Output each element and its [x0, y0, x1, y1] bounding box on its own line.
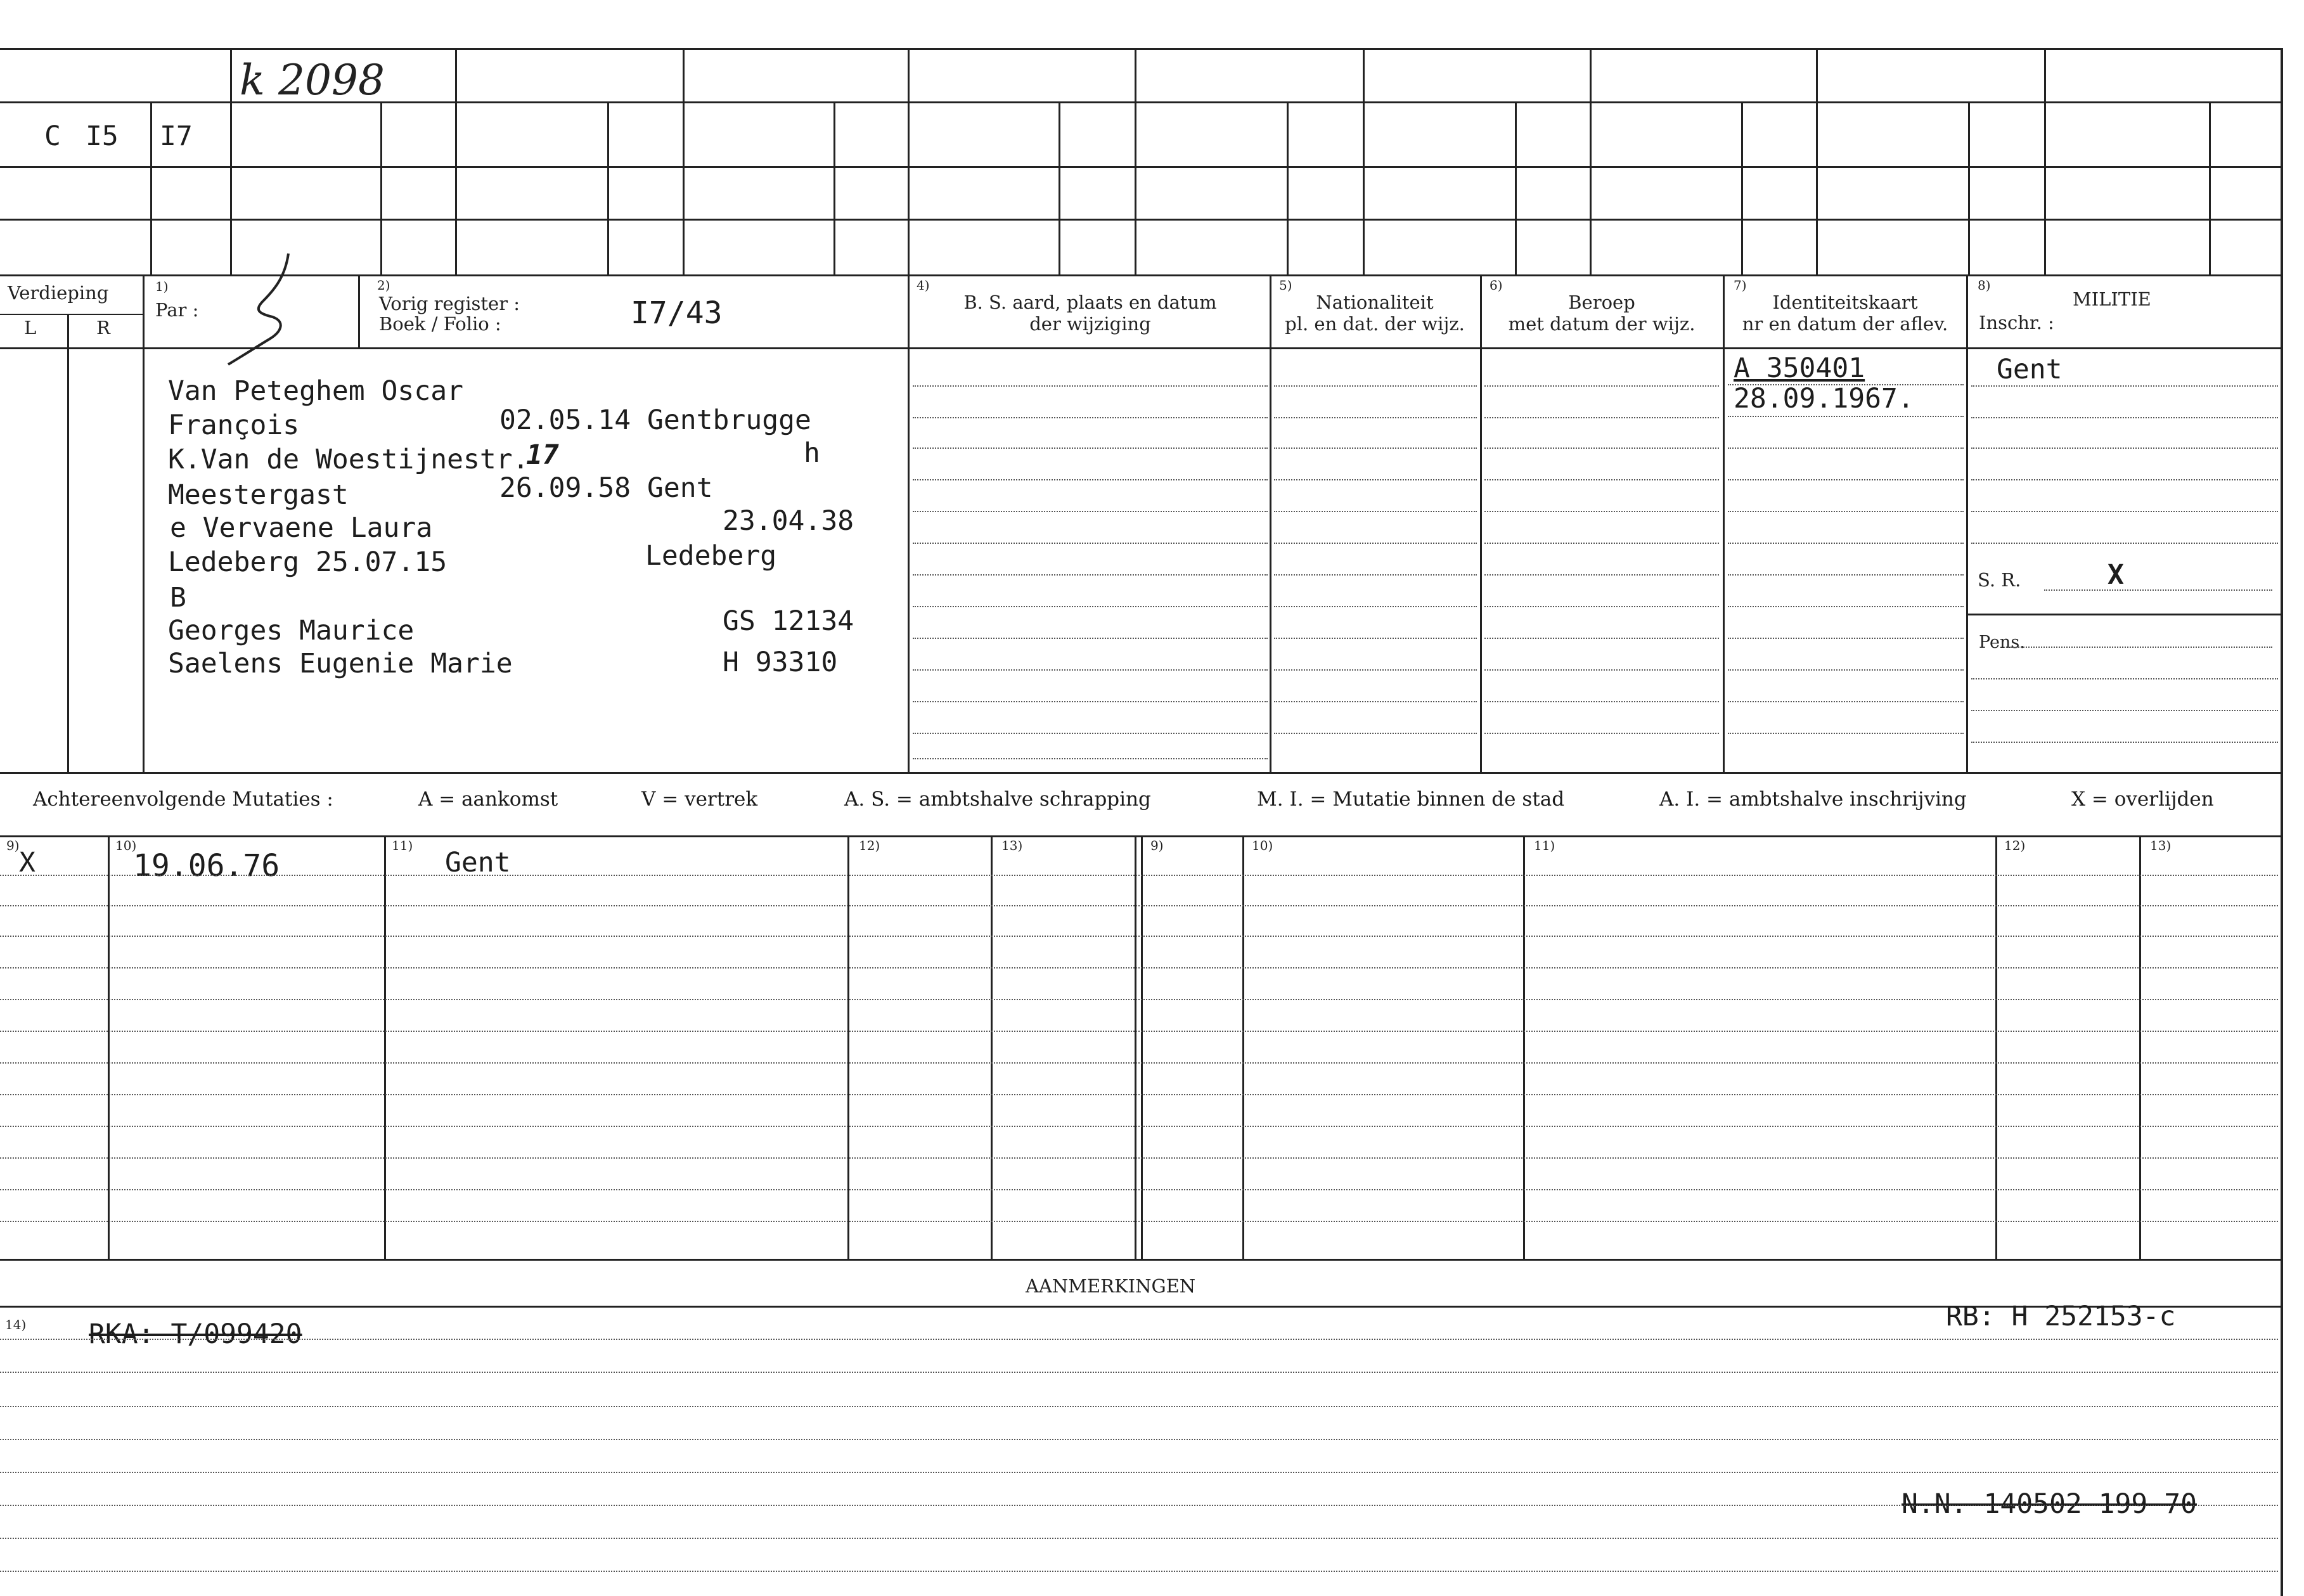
col-r-label: R — [96, 317, 110, 338]
col9-label: 9) — [6, 838, 20, 853]
person-line-6b: Ledeberg — [645, 540, 777, 572]
person-line-1: Van Peteghem Oscar — [168, 375, 463, 407]
col13-label: 13) — [1001, 838, 1023, 853]
par-scribble — [225, 250, 314, 371]
col12b-label: 12) — [2004, 838, 2026, 853]
verdieping-label: Verdieping — [8, 282, 109, 304]
legend-x: X = overlijden — [2071, 788, 2214, 811]
code-i7: I7 — [160, 120, 193, 152]
person-line-4b: 26.09.58 Gent — [499, 472, 713, 504]
militie-number: 8) — [1978, 278, 1991, 293]
beroep-number: 6) — [1490, 278, 1503, 293]
col10b-label: 10) — [1252, 838, 1273, 853]
person-line-2a: François — [168, 409, 300, 441]
remarks-rka: RKA: T/099420 — [89, 1318, 302, 1350]
pens-label: Pens. — [1979, 633, 2025, 652]
person-line-8a: Georges Maurice — [168, 615, 415, 647]
person-line-7: B — [170, 582, 186, 614]
beroep-label-2: met datum der wijz. — [1508, 313, 1696, 335]
person-line-5b: 23.04.38 — [723, 505, 854, 537]
id-card-date: 28.09.1967. — [1734, 383, 1914, 415]
col9b-label: 9) — [1150, 838, 1164, 853]
vorig-value: I7/43 — [631, 295, 723, 331]
boek-folio-label: Boek / Folio : — [379, 313, 501, 335]
col-l-label: L — [24, 317, 37, 338]
remarks-number: 14) — [5, 1317, 27, 1332]
col13b-label: 13) — [2150, 838, 2172, 853]
col10-label: 10) — [115, 838, 137, 853]
person-line-8b: GS 12134 — [723, 605, 854, 637]
vorig-label: Vorig register : — [379, 293, 520, 314]
mutation-row1-type: X — [19, 847, 35, 878]
handwritten-card-number: k 2098 — [240, 56, 385, 105]
vorig-number: 2) — [377, 278, 390, 293]
person-line-4a: Meestergast — [168, 479, 349, 511]
code-c: C — [44, 120, 61, 152]
person-line-9b: H 93310 — [723, 647, 838, 678]
par-label: Par : — [155, 299, 199, 321]
remarks-nn: N.N. 140502 199 70 — [1902, 1488, 2197, 1520]
col12-label: 12) — [859, 838, 880, 853]
sr-value: X — [2108, 559, 2124, 591]
person-line-2b: 02.05.14 Gentbrugge — [499, 404, 811, 436]
col11-label: 11) — [392, 838, 413, 853]
bs-number: 4) — [917, 278, 930, 293]
inschr-label: Inschr. : — [1979, 312, 2054, 333]
militie-inschr-value: Gent — [1997, 354, 2063, 385]
remarks-rb: RB: H 252153-c — [1946, 1301, 2176, 1332]
nat-label-2: pl. en dat. der wijz. — [1285, 313, 1465, 335]
id-number-label: 7) — [1734, 278, 1747, 293]
bs-label-2: der wijziging — [1029, 313, 1151, 335]
legend-mi: M. I. = Mutatie binnen de stad — [1257, 788, 1565, 811]
id-label-1: Identiteitskaart — [1772, 292, 1918, 313]
legend-title: Achtereenvolgende Mutaties : — [33, 788, 333, 811]
nat-label-1: Nationaliteit — [1316, 292, 1434, 313]
code-i5: I5 — [86, 120, 119, 152]
person-line-9a: Saelens Eugenie Marie — [168, 648, 513, 679]
legend-as: A. S. = ambtshalve schrapping — [844, 788, 1151, 811]
id-card-number: A 350401 — [1734, 352, 1865, 384]
legend-a: A = aankomst — [418, 788, 558, 811]
col11b-label: 11) — [1534, 838, 1555, 853]
mutation-row1-date: 19.06.76 — [133, 848, 280, 884]
legend-v: V = vertrek — [641, 788, 758, 811]
remarks-title: AANMERKINGEN — [1026, 1275, 1196, 1297]
person-line-3c: h — [804, 437, 820, 469]
person-line-3a: K.Van de Woestijnestr. — [168, 444, 529, 475]
person-line-6a: Ledeberg 25.07.15 — [168, 546, 447, 578]
par-number: 1) — [155, 279, 169, 294]
legend-ai: A. I. = ambtshalve inschrijving — [1659, 788, 1967, 811]
id-label-2: nr en datum der aflev. — [1742, 313, 1948, 335]
person-line-5a: e Vervaene Laura — [170, 512, 433, 544]
beroep-label-1: Beroep — [1568, 292, 1635, 313]
sr-label: S. R. — [1978, 569, 2021, 591]
mutation-row1-place: Gent — [445, 847, 511, 878]
person-line-3b: 17 — [526, 439, 559, 471]
militie-label: MILITIE — [2073, 288, 2151, 310]
nat-number: 5) — [1279, 278, 1292, 293]
bs-label-1: B. S. aard, plaats en datum — [963, 292, 1217, 313]
